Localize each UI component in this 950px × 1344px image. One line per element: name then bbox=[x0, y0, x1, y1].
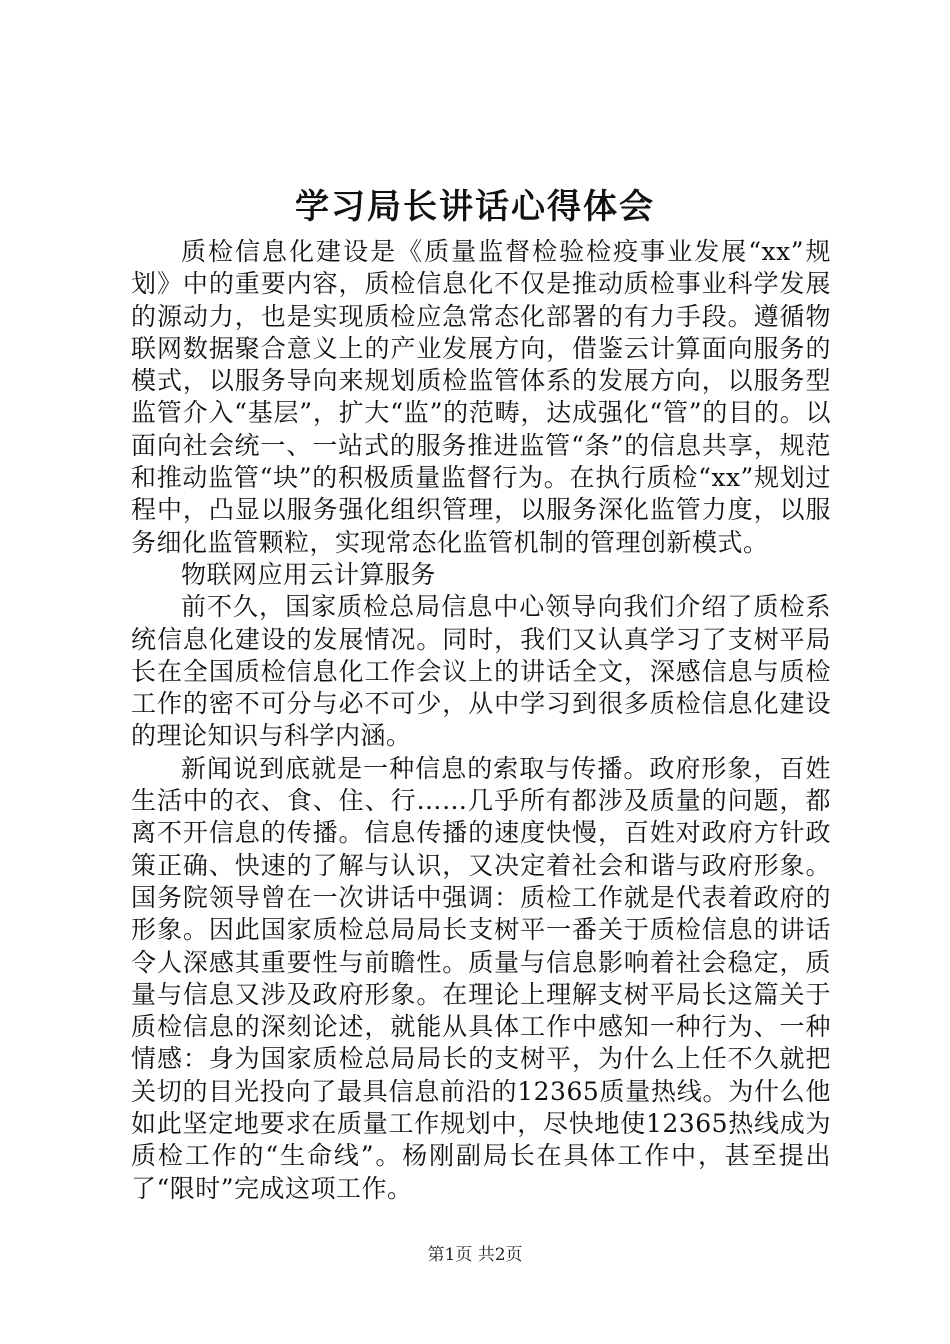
paragraph-intro: 质检信息化建设是《质量监督检验检疫事业发展“xx”规划》中的重要内容，质检信息化不仅是推动质检事业科学发展的源动力，也是实现质检应急常态化部署的有力手段。遵循物联网数据聚合意义上的产业发展方向，借鉴云计算面向服务的模式，以服务导向来规划质检监管体系的发展方向，以服务型监管介入“基层”，扩大“监”的范畴，达成强化“管”的目的。以面向社会统一、一站式的服务推进监管“条”的信息共享，规范和推动监管“块”的积极质量监督行为。在执行质检“xx”规划过程中，凸显以服务强化组织管理，以服务深化监管力度，以服务细化监管颗粒，实现常态化监管机制的管理创新模式。 bbox=[131, 237, 831, 557]
page-number-footer: 第1页 共2页 bbox=[427, 1245, 523, 1265]
document-title: 学习局长讲话心得体会 bbox=[295, 187, 655, 227]
paragraph-news-information: 新闻说到底就是一种信息的索取与传播。政府形象，百姓生活中的衣、食、住、行……几乎所有都涉及质量的问题，都离不开信息的传播。信息传播的速度快慢，百姓对政府方针政策正确、快速的了解与认识，又决定着社会和谐与政府形象。国务院领导曾在一次讲话中强调：质检工作就是代表着政府的形象。因此国家质检总局局长支树平一番关于质检信息的讲话令人深感其重要性与前瞻性。质量与信息影响着社会稳定，质量与信息又涉及政府形象。在理论上理解支树平局长这篇关于质检信息的深刻论述，就能从具体工作中感知一种行为、一种情感：身为国家质检总局局长的支树平，为什么上任不久就把关切的目光投向了最具信息前沿的12365质量热线。为什么他如此坚定地要求在质量工作规划中，尽快地使12365热线成为质检工作的“生命线”。杨刚副局长在具体工作中，甚至提出了“限时”完成这项工作。 bbox=[131, 753, 831, 1203]
document-body bbox=[131, 236, 831, 1205]
paragraph-subheading: 物联网应用云计算服务 bbox=[181, 559, 437, 589]
paragraph-background: 前不久，国家质检总局信息中心领导向我们介绍了质检系统信息化建设的发展情况。同时，我们又认真学习了支树平局长在全国质检信息化工作会议上的讲话全文，深感信息与质检工作的密不可分与必不可少，从中学习到很多质检信息化建设的理论知识与科学内涵。 bbox=[131, 592, 831, 751]
